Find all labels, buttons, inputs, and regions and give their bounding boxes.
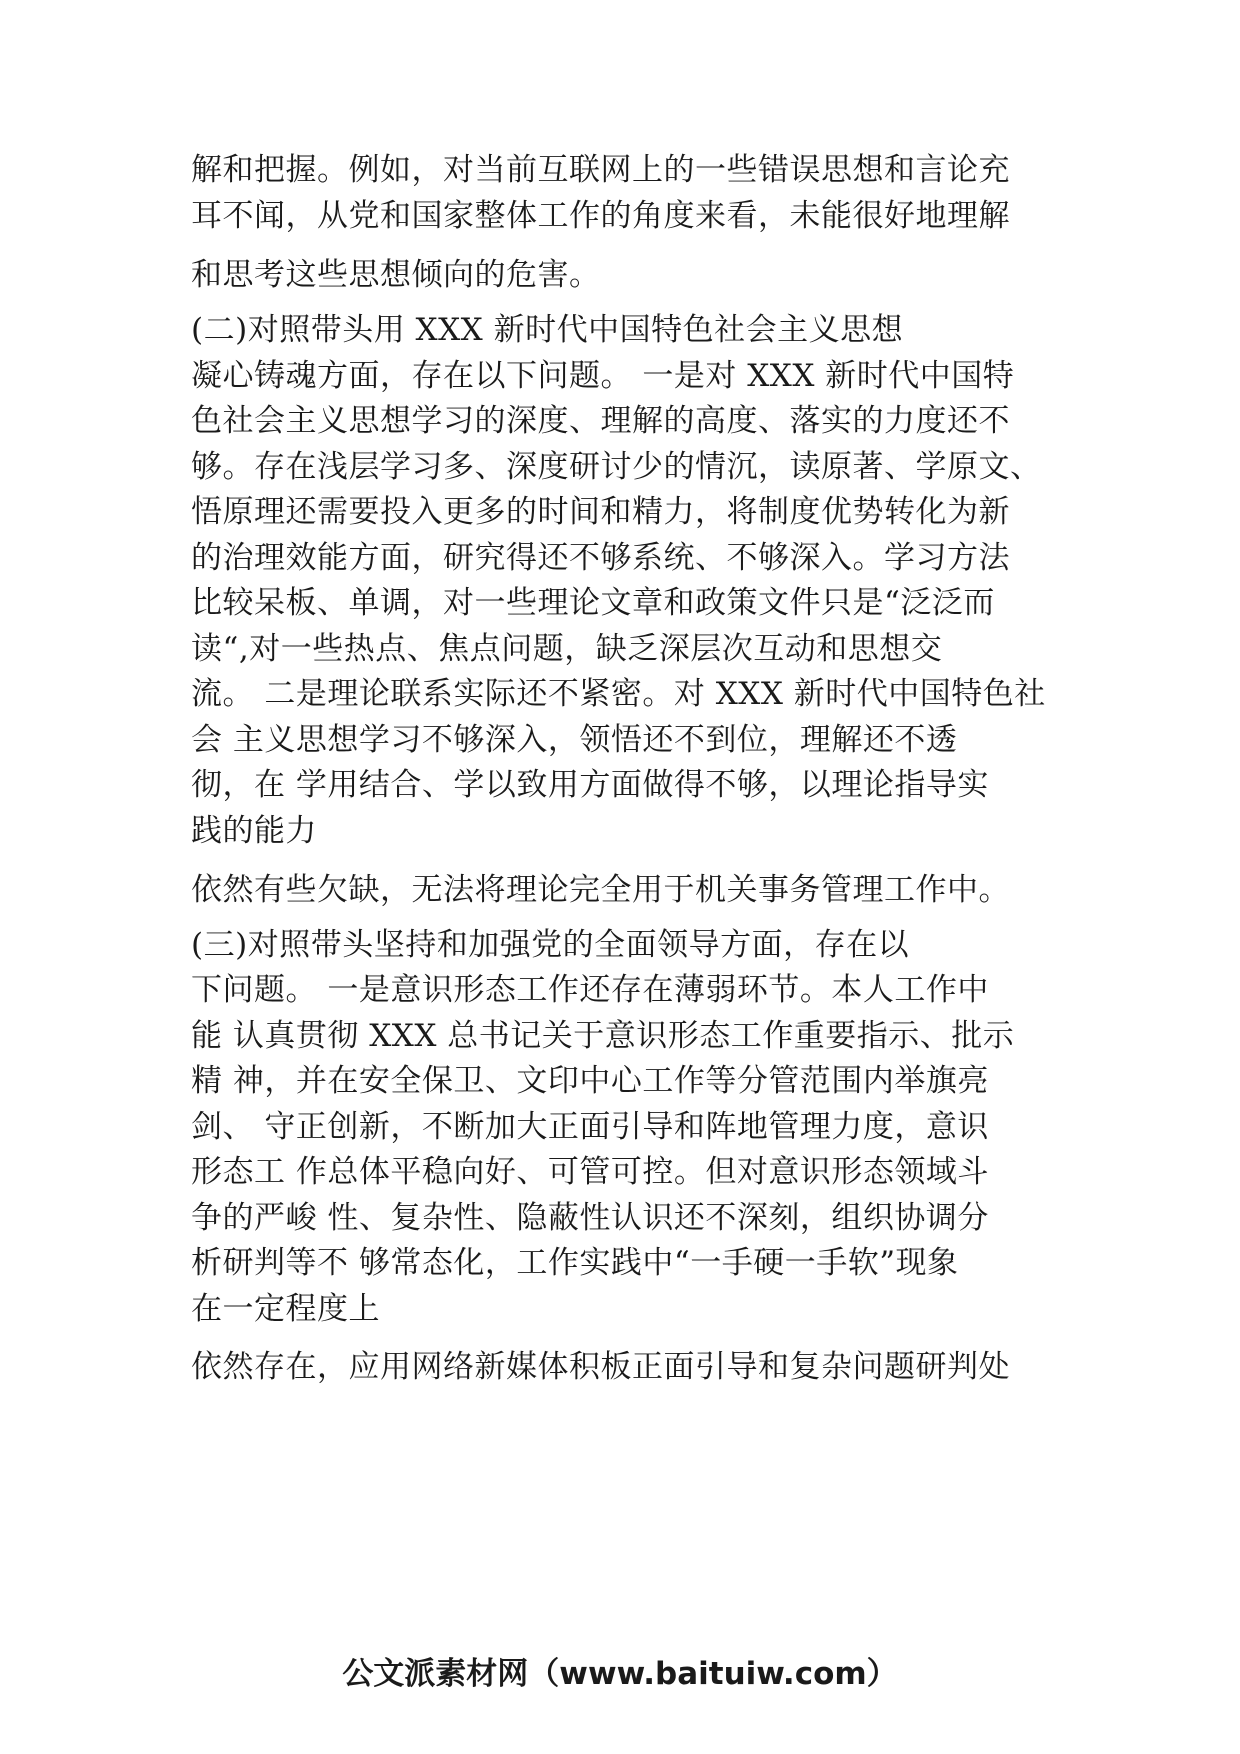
text-line: 剑、 守正创新，不断加大正面引导和阵地管理力度，意识 xyxy=(191,1109,989,1145)
text-line: 读“,对一些热点、焦点问题，缺乏深层次互动和思想交 xyxy=(191,631,943,667)
text-line: 形态工 作总体平稳向好、可管可控。但对意识形态领域斗 xyxy=(191,1154,989,1190)
text-line: 的治理效能方面，研究得还不够系统、不够深入。学习方法 xyxy=(191,540,1010,576)
text-line: 争的严峻 性、复杂性、隐蔽性认识还不深刻，组织协调分 xyxy=(191,1200,989,1236)
footer-watermark: 公文派素材网（www.baituiw.com） xyxy=(342,1656,898,1692)
text-line: 和思考这些思想倾向的危害。 xyxy=(191,257,601,293)
text-line: 解和把握。例如，对当前互联网上的一些错误思想和言论充 xyxy=(191,152,1010,188)
text-line: 够。存在浅层学习多、深度研讨少的情沉，读原著、学原文、 xyxy=(191,449,1042,485)
text-line: 耳不闻，从党和国家整体工作的角度来看，未能很好地理解 xyxy=(191,198,1010,234)
text-line: 会 主义思想学习不够深入，领悟还不到位，理解还不透 xyxy=(191,722,958,758)
text-line: (二)对照带头用 XXX 新时代中国特色社会主义思想 xyxy=(191,312,904,348)
text-line: 依然有些欠缺，无法将理论完全用于机关事务管理工作中。 xyxy=(191,872,1010,908)
text-line: 精 神，并在安全保卫、文印中心工作等分管范围内举旗亮 xyxy=(191,1063,989,1099)
text-line: 比较呆板、单调，对一些理论文章和政策文件只是“泛泛而 xyxy=(191,585,995,621)
text-line: 彻，在 学用结合、学以致用方面做得不够，以理论指导实 xyxy=(191,767,989,803)
text-line: 能 认真贯彻 XXX 总书记关于意识形态工作重要指示、批示 xyxy=(191,1018,1015,1054)
text-line: 依然存在，应用网络新媒体积板正面引导和复杂问题研判处 xyxy=(191,1349,1010,1385)
text-line: 色社会主义思想学习的深度、理解的高度、落实的力度还不 xyxy=(191,403,1010,439)
text-line: 下问题。 一是意识形态工作还存在薄弱环节。本人工作中 xyxy=(191,972,989,1008)
text-line: 析研判等不 够常态化，工作实践中“一手硬一手软”现象 xyxy=(191,1245,959,1281)
text-line: 在一定程度上 xyxy=(191,1291,380,1327)
text-line: 凝心铸魂方面，存在以下问题。 一是对 XXX 新时代中国特 xyxy=(191,358,1015,394)
text-line: 悟原理还需要投入更多的时间和精力，将制度优势转化为新 xyxy=(191,494,1010,530)
text-line: (三)对照带头坚持和加强党的全面领导方面，存在以 xyxy=(191,927,910,963)
text-line: 流。 二是理论联系实际还不紧密。对 XXX 新时代中国特色社 xyxy=(191,676,1046,712)
text-line: 践的能力 xyxy=(191,813,317,849)
